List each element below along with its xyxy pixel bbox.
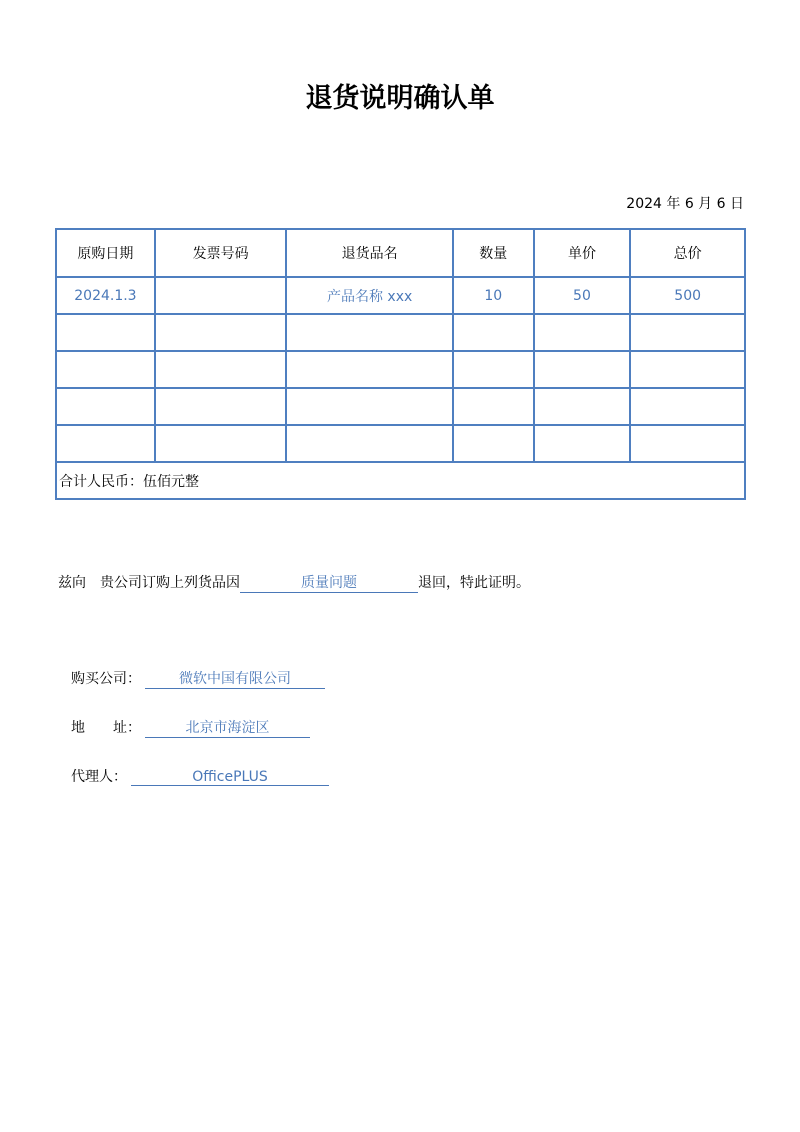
address-value: 北京市海淀区 bbox=[145, 717, 310, 738]
statement bbox=[58, 572, 530, 593]
document-date: 2024 年 6 月 6 日 bbox=[626, 196, 744, 212]
table-cell bbox=[56, 388, 155, 425]
table-cell: 500 bbox=[630, 277, 745, 314]
table-cell bbox=[155, 277, 287, 314]
table-cell bbox=[453, 425, 534, 462]
address-line bbox=[71, 717, 310, 738]
table-cell bbox=[286, 314, 452, 351]
table-row bbox=[56, 351, 745, 388]
header-cell: 数量 bbox=[453, 229, 534, 277]
table-cell bbox=[534, 425, 631, 462]
company-label: 购买公司： bbox=[71, 671, 141, 687]
statement-suffix: 退回，特此证明。 bbox=[418, 575, 530, 591]
return-items-table bbox=[55, 228, 746, 500]
table-cell bbox=[286, 425, 452, 462]
table-row bbox=[56, 388, 745, 425]
table-cell bbox=[453, 388, 534, 425]
header-cell: 单价 bbox=[534, 229, 631, 277]
table-cell bbox=[286, 351, 452, 388]
table-cell bbox=[155, 425, 287, 462]
table-cell bbox=[155, 388, 287, 425]
table-row bbox=[56, 425, 745, 462]
agent-label: 代理人： bbox=[71, 769, 127, 785]
table-cell bbox=[534, 351, 631, 388]
table-row bbox=[56, 314, 745, 351]
table-header-row bbox=[56, 229, 745, 277]
table-cell bbox=[56, 314, 155, 351]
table-row bbox=[56, 277, 745, 314]
table-total-row bbox=[56, 462, 745, 499]
table-cell bbox=[286, 388, 452, 425]
table-cell bbox=[534, 314, 631, 351]
address-label: 地 址： bbox=[71, 720, 141, 736]
table-cell bbox=[56, 425, 155, 462]
table-cell bbox=[155, 314, 287, 351]
page-title: 退货说明确认单 bbox=[305, 83, 495, 114]
table-cell: 10 bbox=[453, 277, 534, 314]
table-cell: 50 bbox=[534, 277, 631, 314]
header-cell: 发票号码 bbox=[155, 229, 287, 277]
table-cell bbox=[534, 388, 631, 425]
table-cell: 产品名称 xxx bbox=[286, 277, 452, 314]
table-cell: 2024.1.3 bbox=[56, 277, 155, 314]
agent-value: OfficePLUS bbox=[131, 769, 329, 786]
table-cell bbox=[630, 388, 745, 425]
table-cell bbox=[56, 351, 155, 388]
company-value: 微软中国有限公司 bbox=[145, 668, 325, 689]
table-cell bbox=[453, 314, 534, 351]
header-cell: 总价 bbox=[630, 229, 745, 277]
table-cell bbox=[630, 314, 745, 351]
statement-prefix: 兹向 贵公司订购上列货品因 bbox=[58, 575, 240, 591]
company-line bbox=[71, 668, 325, 689]
return-reason: 质量问题 bbox=[240, 572, 418, 593]
header-cell: 退货品名 bbox=[286, 229, 452, 277]
header-cell: 原购日期 bbox=[56, 229, 155, 277]
table-cell bbox=[155, 351, 287, 388]
table-cell bbox=[630, 351, 745, 388]
total-amount: 合计人民币：伍佰元整 bbox=[56, 462, 745, 499]
agent-line bbox=[71, 766, 329, 786]
table-cell bbox=[630, 425, 745, 462]
table-cell bbox=[453, 351, 534, 388]
